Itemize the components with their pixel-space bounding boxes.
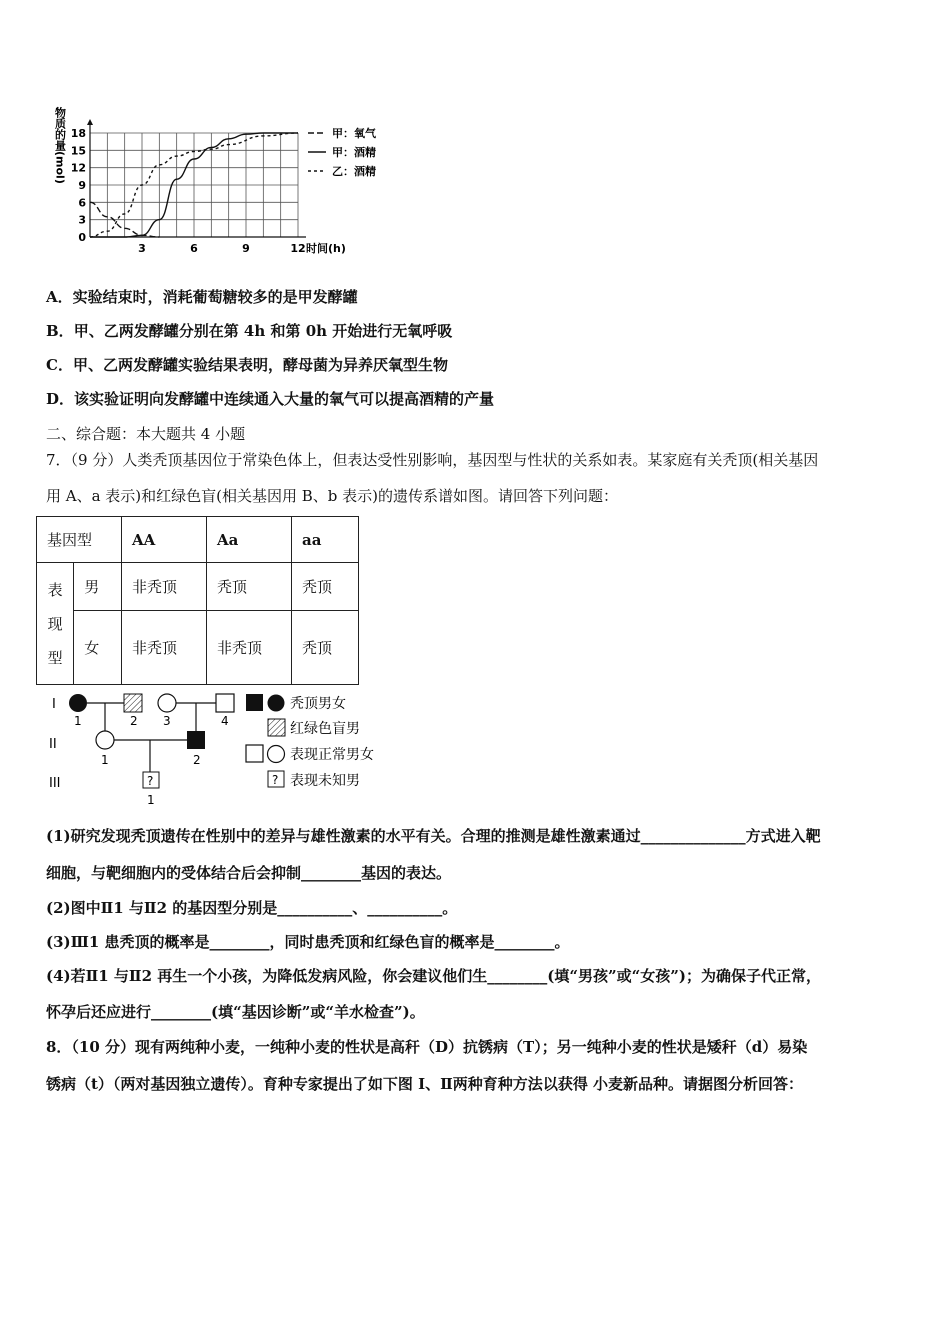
y-tick-label: 18 [70,127,86,140]
legend-label: 甲：氧气 [332,127,376,140]
gen-label-i: I [52,697,56,712]
i3-normal-female [158,694,176,712]
option-b: B．甲、乙两发酵罐分别在第 4h 和第 0h 开始进行无氧呼吸 [46,322,453,340]
table-cell: 秃顶 [292,611,359,685]
option-d: D．该实验证明向发酵罐中连续通入大量的氧气可以提高酒精的产量 [46,390,495,408]
legend-label: 乙：酒精 [332,165,376,178]
question-1-line1: (1)研究发现秃顶遗传在性别中的差异与雄性激素的水平有关。合理的推测是雄性激素通过______________方式进入靶 [46,827,821,845]
q7-line2: 用 A、a 表示)和红绿色盲(相关基因用 B、b 表示)的遗传系谱如图。请回答下列问题： [46,487,619,505]
iii1-number: 1 [147,793,155,807]
i3-number: 3 [163,714,171,728]
table-cell: 非秃顶 [122,611,207,685]
legend-normal-male-icon [246,745,263,762]
y-tick-label: 0 [78,231,86,244]
table-row-label: 表 现 型 [37,563,74,685]
question-3: (3)Ⅲ1 患秃顶的概率是________，同时患秃顶和红绿色盲的概率是________。 [46,933,570,951]
table-cell: 秃顶 [292,563,359,611]
table-header-genotype: 基因型 [37,517,122,563]
y-tick-label: 15 [70,144,86,158]
x-tick-label: 3 [138,242,146,255]
legend-colorblind-label: 红绿色盲男 [290,721,360,737]
table-cell: 非秃顶 [122,563,207,611]
table-cell: 秃顶 [207,563,292,611]
legend-bald-male-icon [246,694,263,711]
question-4-line1: (4)若Ⅱ1 与Ⅱ2 再生一个小孩，为降低发病风险，你会建议他们生________(填“男孩”或“女孩”)；为确保子代正常， [46,967,821,985]
table-header-aa-lower: aa [292,517,359,563]
legend-bald-label: 秃顶男女 [290,696,346,712]
gen-label-iii: III [49,776,61,791]
legend-normal-female-icon [268,746,285,763]
genotype-table [36,516,359,685]
table-female-label: 女 [74,611,122,685]
i1-bald-female [69,694,87,712]
table-header-aa-mixed: Aa [207,517,292,563]
question-1-line2: 细胞，与靶细胞内的受体结合后会抑制________基因的表达。 [46,864,452,882]
table-header-aa-upper: AA [122,517,207,563]
option-a: A．实验结束时，消耗葡萄糖较多的是甲发酵罐 [46,288,358,306]
table-cell: 非秃顶 [207,611,292,685]
y-tick-label: 6 [78,196,86,210]
iii1-unknown-mark: ? [147,774,154,788]
question-4-line2: 怀孕后还应进行________(填“基因诊断”或“羊水检查”)。 [46,1003,425,1021]
y-tick-label: 9 [78,179,86,192]
x-tick-label: 12 [290,242,306,255]
legend-bald-female-icon [268,695,285,712]
option-c: C．甲、乙两发酵罐实验结果表明，酵母菌为异养厌氧型生物 [46,356,448,374]
i1-number: 1 [74,714,82,728]
y-tick-label: 3 [78,213,86,227]
ii2-number: 2 [193,753,201,767]
q8-line1: 8．（10 分）现有两纯种小麦，一纯种小麦的性状是高秆（D）抗锈病（T）；另一纯种小麦的性状是矮秆（d）易染 [46,1038,808,1056]
ii1-normal-female [96,731,114,749]
pedigree-chart [40,688,400,810]
legend-unknown-label: 表现未知男 [290,773,360,789]
legend-normal-label: 表现正常男女 [290,747,374,763]
x-tick-label: 6 [190,242,198,255]
y-tick-label: 12 [70,161,86,175]
section-title: 二、综合题：本大题共 4 小题 [46,425,246,443]
line-chart [50,95,390,260]
x-axis-label: 时间(h) [306,242,346,255]
y-axis-arrow [87,119,93,125]
ii1-number: 1 [101,753,109,767]
legend-label: 甲：酒精 [332,146,376,159]
i4-number: 4 [221,714,229,728]
i4-normal-male [216,694,234,712]
legend-unknown-mark: ? [272,773,279,787]
i2-number: 2 [130,714,138,728]
question-2: (2)图中Ⅱ1 与Ⅱ2 的基因型分别是__________、__________。 [46,899,458,917]
i2-colorblind-male [124,694,142,712]
q8-line2: 锈病（t）（两对基因独立遗传）。育种专家提出了如下图 I、Ⅱ两种育种方法以获得 小麦新品种。请据图分析回答： [46,1075,804,1093]
table-male-label: 男 [74,563,122,611]
q7-line1: 7．（9 分）人类秃顶基因位于常染色体上，但表达受性别影响，基因型与性状的关系如表。某家庭有关秃顶(相关基因 [46,451,819,469]
gen-label-ii: II [49,737,57,752]
chart-ylabel: 物质的量(mol) [53,107,67,184]
legend-colorblind-icon [268,719,285,736]
x-tick-label: 9 [242,242,250,255]
ii2-bald-male [187,731,205,749]
